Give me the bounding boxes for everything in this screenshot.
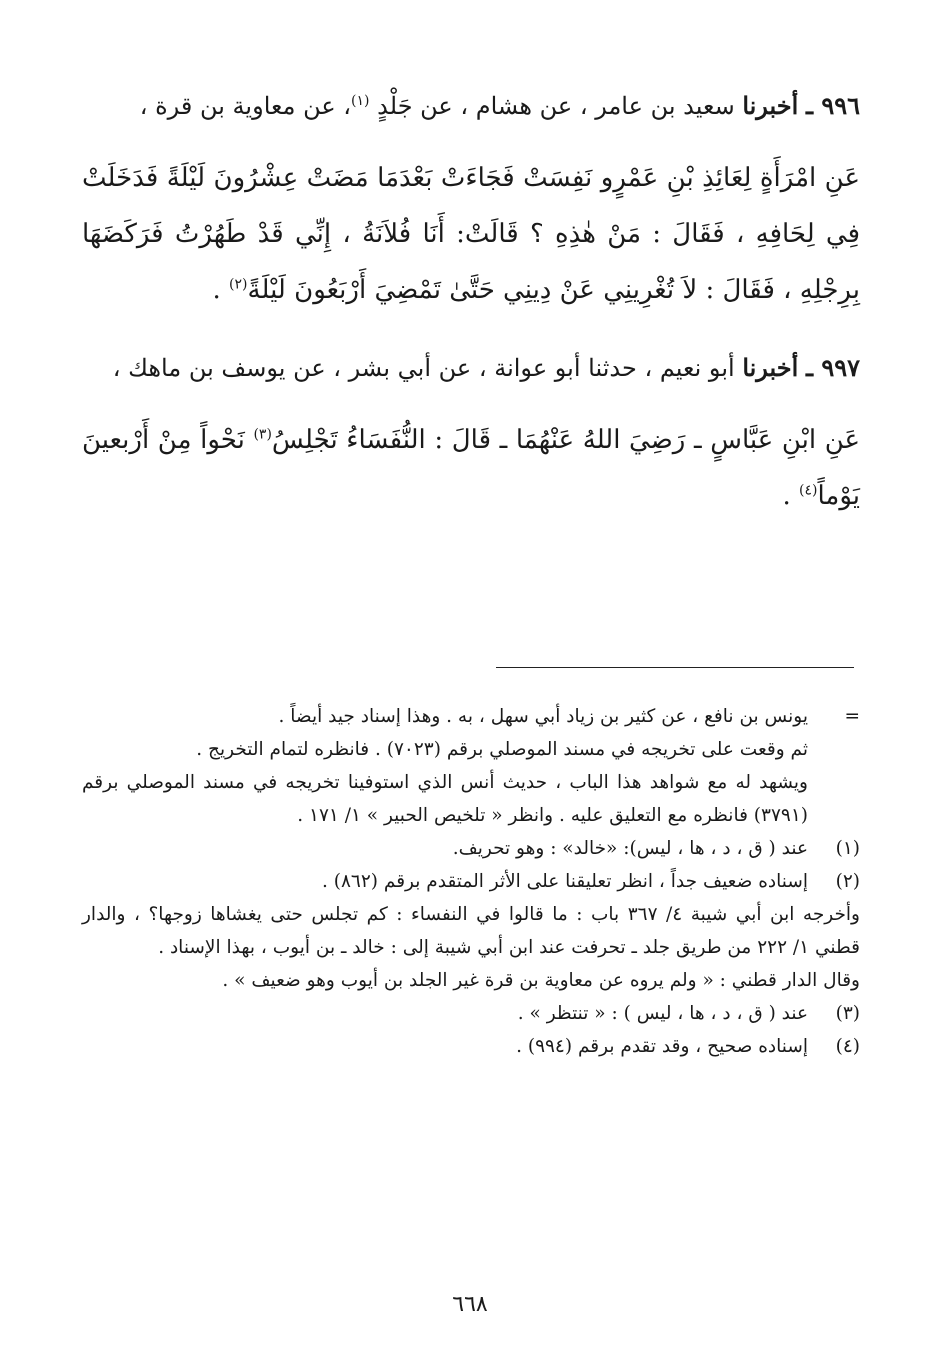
footnote-marker: (١) [835,838,860,859]
matn-text: نَحْواً مِنْ أَرْبعينَ يَوْماً [82,425,860,511]
page-number: ٦٦٨ [452,1292,488,1317]
footnote-line: يونس بن نافع ، عن كثير بن زياد أبي سهل ، به . وهذا إسناد جيد أيضاً . [278,706,808,727]
footnote-text: وقال الدار قطني : « ولم يروه عن معاوية بن قرة غير الجلد بن أيوب وهو ضعيف » . [222,970,860,991]
footnotes [82,700,860,1063]
footnote-text: إسناده ضعيف جداً ، انظر تعليقنا على الأثر المتقدم برقم (٨٦٢) . [322,871,808,892]
hadith-lead: أخبرنا [742,353,799,382]
matn-text: عَنِ امْرَأَةٍ لِعَائِذِ بْنِ عَمْرٍو نَفِسَتْ فَجَاءَتْ بَعْدَمَا مَضَتْ عِشْرُونَ لَيْلَةً فَدَخَلَتْ فِي لِحَافِهِ ، فَقَالَ : مَنْ هٰذِهِ ؟ قَالَتْ: أَنَا فُلاَنَةُ ، إِنِّي قَدْ طَهُرْتُ فَرَكَضَهَا بِرِجْلِهِ ، فَقَالَ : لاَ تُغْرِينِي عَنْ دِينِي حَتَّىٰ تَمْضِيَ أَرْبَعُونَ لَيْلَةً [82,163,860,305]
footnote-text: وأخرجه ابن أبي شيبة ٤/ ٣٦٧ باب : ما قالوا في النفساء : كم تجلس حتى يغشاها زوجها؟ ، والدار قطني ١/ ٢٢٢ من طريق جلد ـ تحرفت عند ابن أبي شيبة إلى : خالد ـ بن أيوب ، بهذا الإسناد . [82,904,860,958]
footnote-2 [82,865,860,997]
hadith-997-text: عَنِ ابْنِ عَبَّاسٍ ـ رَضِيَ اللهُ عَنْهُمَا ـ قَالَ : النُّفَسَاءُ تَجْلِسُ$^{(٣)}$ نَحْواً مِنْ أَرْبعينَ يَوْماً$^{(٤)}$ . [82,425,861,511]
footnote-marker: (٣) [835,1003,860,1024]
hadith-lead: أخبرنا [742,91,799,120]
main-text [82,80,860,524]
footnote-line: ويشهد له مع شواهد هذا الباب ، حديث أنس الذي استوفينا تخريجه في مسند الموصلي برقم (٣٧٩١) فانظره مع التعليق عليه . وانظر « تلخيص الحبير » ١/ ١٧١ . [82,772,808,826]
hadith-number: ٩٩٦ ـ [805,91,860,120]
isnad-text: ، عن معاوية بن قرة ، [139,92,352,120]
footnote-line: ثم وقعت على تخريجه في مسند الموصلي برقم (٧٠٢٣) . فانظره لتمام التخريج . [196,739,808,760]
isnad-text: سعيد بن عامر ، عن هشام ، عن جَلْدٍ [369,92,743,120]
footnote-marker: (٢) [835,871,860,892]
footnote-text: إسناده صحيح ، وقد تقدم برقم (٩٩٤) . [516,1036,808,1057]
hadith-996-chain [82,80,860,132]
isnad-text: أبو نعيم ، حدثنا أبو عوانة ، عن أبي بشر ، عن يوسف بن ماهك ، [112,354,743,382]
footnote-text: عند ( ق ، د ، ها ، ليس): «خالد» : وهو تحريف. [452,838,808,859]
footnote-divider [496,667,854,668]
hadith-996-text: عَنِ امْرَأَةٍ لِعَائِذِ بْنِ عَمْرٍو نَفِسَتْ فَجَاءَتْ بَعْدَمَا مَضَتْ عِشْرُونَ لَيْلَةً فَدَخَلَتْ فِي لِحَافِهِ ، فَقَالَ : مَنْ هٰذِهِ ؟ قَالَتْ: أَنَا فُلاَنَةُ ، إِنِّي قَدْ طَهُرْتُ فَرَكَضَهَا بِرِجْلِهِ ، فَقَالَ : لاَ تُغْرِينِي عَنْ دِينِي حَتَّىٰ تَمْضِيَ أَرْبَعُونَ لَيْلَةً$^{(٢)}$ . [82,163,860,305]
footnote-ref: (٣) [253,426,272,443]
hadith-997-chain [82,342,860,394]
footnote-marker: (٤) [835,1036,860,1057]
matn-text: عَنِ ابْنِ عَبَّاسٍ ـ رَضِيَ اللهُ عَنْهُمَا ـ قَالَ : النُّفَسَاءُ تَجْلِسُ [271,425,861,455]
footnote-4 [82,1030,860,1063]
footnote-1 [82,832,860,865]
footnote-3 [82,997,860,1030]
footnote-ref: (١) [351,93,370,109]
footnote-carryover [82,700,860,832]
footnote-ref: (٢) [229,276,248,293]
footnote-marker: = [844,706,860,727]
footnote-ref: (٤) [799,482,818,499]
footnote-text: عند ( ق ، د ، ها ، ليس ) : « تنتظر » . [517,1003,808,1024]
hadith-number: ٩٩٧ ـ [805,353,860,382]
